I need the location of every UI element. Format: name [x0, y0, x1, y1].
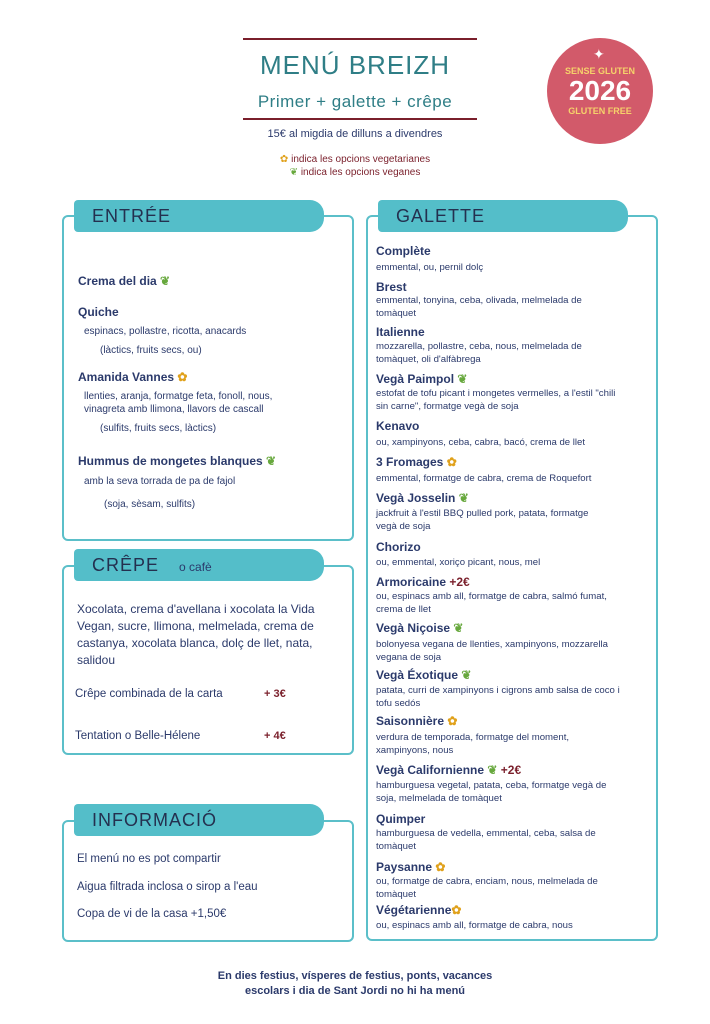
- entree-item-allergens: (làctics, fruits secs, ou): [100, 345, 202, 356]
- sunflower-icon: ✿: [451, 903, 462, 917]
- sunflower-icon: ✿: [435, 860, 446, 874]
- info-line: Aigua filtrada inclosa o sirop a l'eau: [77, 881, 258, 893]
- entree-item-allergens: (sulfits, fruits secs, làctics): [100, 423, 217, 434]
- galette-heading: [378, 200, 628, 232]
- galette-item-extra: +2€: [500, 763, 522, 777]
- galette-item-desc: ou, espinacs amb all, formatge de cabra, salmó fumat, crema de llet: [376, 591, 607, 615]
- galette-item-name: Paysanne ✿: [376, 860, 446, 874]
- galette-item-desc: bolonyesa vegana de llenties, xampinyons, mozzarella vegana de soja: [376, 639, 608, 663]
- galette-item-desc: verdura de temporada, formatge del moment, xampinyons, nous: [376, 732, 570, 756]
- entree-item-name: Amanida Vannes ✿: [78, 370, 188, 384]
- leaf-icon: ❦: [289, 167, 299, 178]
- galette-item-name: Complète: [376, 244, 431, 258]
- galette-item-name: Italienne: [376, 325, 425, 339]
- galette-item-desc: emmental, tonyina, ceba, olivada, melmelada de tomàquet: [376, 295, 582, 319]
- galette-item-desc: ou, formatge de cabra, enciam, nous, melmelada de tomàquet: [376, 876, 598, 900]
- crepe-heading: [74, 549, 324, 581]
- crepe-description: Xocolata, crema d'avellana i xocolata la Vida Vegan, sucre, llimona, melmelada, crema de castanya, xocolata blanca, dolç de llet, nata, salidou: [77, 602, 315, 667]
- galette-item-desc: hamburguesa vegetal, patata, ceba, formatge vegà de soja, melmelada de tomàquet: [376, 780, 607, 804]
- badge-top-text: SENSE GLUTEN: [564, 66, 635, 76]
- gluten-free-badge: [547, 38, 653, 144]
- galette-item-desc: ou, espinacs amb all, formatge de cabra, nous: [376, 920, 573, 931]
- header-rule-bottom: [243, 118, 477, 120]
- entree-heading-text: ENTRÉE: [92, 206, 172, 226]
- leaf-icon: ❦: [266, 454, 277, 468]
- leaf-icon: ❦: [461, 668, 472, 682]
- galette-item-desc: estofat de tofu picant i mongetes vermelles, a l'estil "chili sin carne", formatge vegà de soja: [376, 388, 616, 412]
- galette-item-name: Vegà Éxotique ❦: [376, 668, 472, 682]
- leaf-icon: ❦: [453, 621, 464, 635]
- footer-note-line2: escolars i dia de Sant Jordi no hi ha menú: [244, 985, 466, 997]
- info-line: El menú no es pot compartir: [77, 853, 221, 865]
- entree-item-desc: espinacs, pollastre, ricotta, anacards: [84, 326, 247, 337]
- galette-item-desc: mozzarella, pollastre, ceba, nous, melmelada de tomàquet, oli d'alfàbrega: [376, 341, 582, 365]
- legend-vegetarian: [0, 154, 710, 165]
- badge-year: 2026: [568, 75, 632, 106]
- galette-item-desc: hamburguesa de vedella, emmental, ceba, salsa de tomàquet: [376, 828, 596, 852]
- leaf-icon: ❦: [487, 763, 498, 777]
- crepe-extra-price: + 4€: [264, 730, 286, 742]
- entree-item-desc: llenties, aranja, formatge feta, fonoll, nous, vinagreta amb llimona, llavors de cascall: [84, 391, 273, 415]
- galette-item-desc: ou, xampinyons, ceba, cabra, bacó, crema de llet: [376, 437, 586, 448]
- info-heading: [74, 804, 324, 836]
- galette-item-desc: patata, curri de xampinyons i cigrons amb salsa de coco i tofu sedós: [376, 685, 620, 709]
- header-rule-top: [243, 38, 477, 40]
- galette-item-name: Vegà Josselin ❦: [376, 491, 469, 505]
- galette-item-name: Végétarienne✿: [376, 903, 462, 917]
- galette-item-name: Kenavo: [376, 419, 420, 433]
- galette-item-desc: jackfruit à l'estil BBQ pulled pork, patata, formatge vegà de soja: [376, 508, 589, 532]
- star-icon: ✦: [593, 46, 605, 62]
- entree-item-name: Quiche: [78, 305, 119, 319]
- info-heading-text: INFORMACIÓ: [92, 810, 217, 830]
- entree-item-name: Crema del dia ❦: [78, 274, 171, 288]
- footer-note-line1: En dies festius, vísperes de festius, ponts, vacances: [217, 970, 493, 982]
- galette-item-name: Brest: [376, 280, 407, 294]
- galette-item-desc: emmental, formatge de cabra, crema de Roquefort: [376, 473, 592, 484]
- sunflower-icon: ✿: [446, 455, 457, 469]
- info-line: Copa de vi de la casa +1,50€: [77, 908, 227, 920]
- leaf-icon: ❦: [457, 372, 468, 386]
- galette-item-desc: emmental, ou, pernil dolç: [376, 262, 484, 273]
- legend-vegetarian-text: indica les opcions vegetarianes: [291, 154, 431, 165]
- galette-item-extra: +2€: [449, 575, 470, 589]
- entree-heading: [74, 200, 324, 232]
- page-subtitle: Primer + galette + crêpe: [257, 92, 453, 111]
- galette-item-name: 3 Fromages ✿: [376, 455, 457, 469]
- entree-item-allergens: (soja, sèsam, sulfits): [104, 499, 196, 510]
- galette-item-name: Armoricaine +2€: [376, 575, 470, 589]
- entree-item-name: Hummus de mongetes blanques ❦: [78, 454, 277, 468]
- galette-item-name: Quimper: [376, 812, 426, 826]
- leaf-icon: ❦: [160, 274, 171, 288]
- galette-heading-text: GALETTE: [396, 206, 486, 226]
- crepe-extra-price: + 3€: [264, 688, 286, 700]
- menu-price: 15€ al migdia de dilluns a divendres: [267, 128, 443, 140]
- crepe-heading-note: o cafè: [179, 560, 212, 574]
- galette-item-desc: ou, emmental, xoriço picant, nous, mel: [376, 557, 541, 568]
- galette-item-name: Saisonnière ✿: [376, 714, 458, 728]
- page-title: MENÚ BREIZH: [259, 50, 451, 80]
- crepe-extra-label: Crêpe combinada de la carta: [75, 688, 223, 700]
- legend-vegan-text: indica les opcions veganes: [300, 167, 421, 178]
- crepe-extra-label: Tentation o Belle-Hélene: [75, 730, 201, 742]
- galette-item-name: Vegà Californienne ❦ +2€: [376, 763, 522, 777]
- entree-item-desc: amb la seva torrada de pa de fajol: [84, 476, 236, 487]
- legend-vegan: [0, 167, 710, 178]
- badge-bottom-text: GLUTEN FREE: [568, 106, 632, 116]
- crepe-heading-text: CRÊPE: [92, 555, 160, 575]
- sunflower-icon: ✿: [279, 154, 289, 165]
- sunflower-icon: ✿: [447, 714, 458, 728]
- sunflower-icon: ✿: [177, 370, 188, 384]
- galette-item-name: Vegà Paimpol ❦: [376, 372, 468, 386]
- galette-item-name: Chorizo: [376, 540, 421, 554]
- leaf-icon: ❦: [458, 491, 469, 505]
- galette-item-name: Vegà Niçoise ❦: [376, 621, 464, 635]
